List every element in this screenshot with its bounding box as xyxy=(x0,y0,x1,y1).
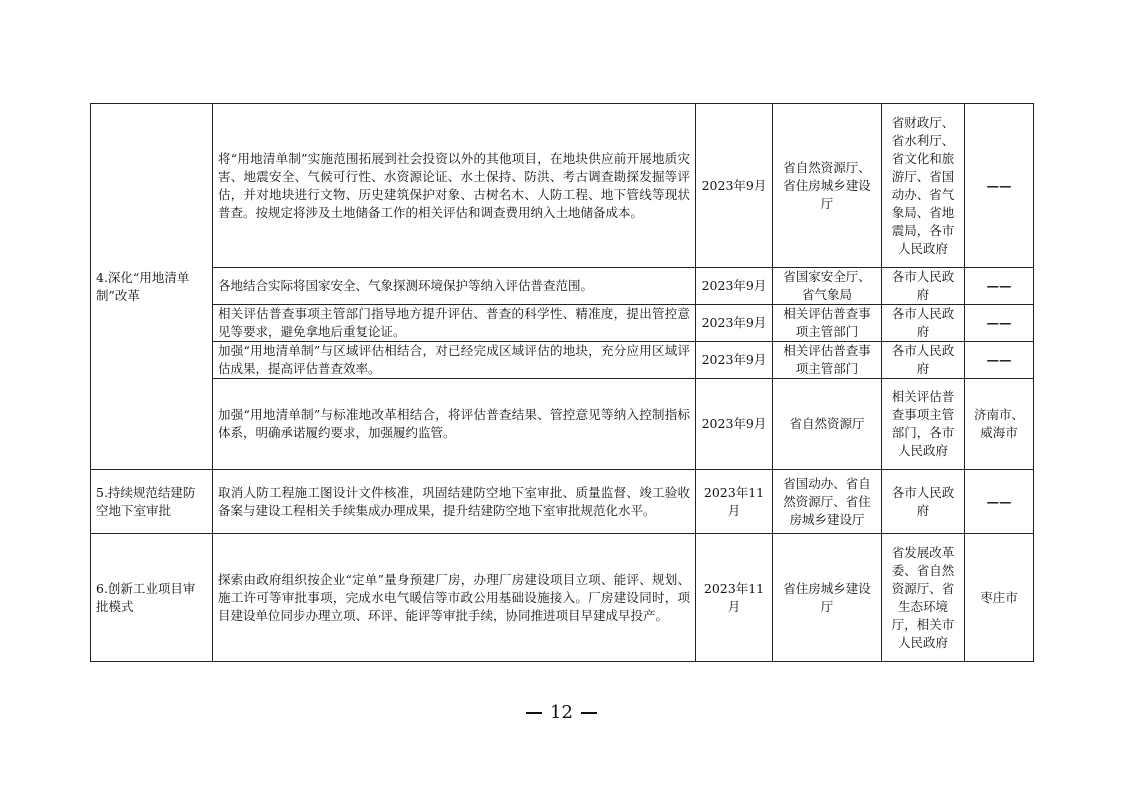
lead-unit-cell: 省住房城乡建设厅 xyxy=(773,534,882,662)
pilot-cell: —— xyxy=(965,104,1034,268)
coop-unit-cell: 各市人民政府 xyxy=(882,470,965,534)
lead-unit-cell: 省自然资源厅、省住房城乡建设厅 xyxy=(773,104,882,268)
coop-unit-cell: 省财政厅、省水利厅、省文化和旅游厅、省国动办、省气象局、省地震局，各市人民政府 xyxy=(882,104,965,268)
time-cell: 2023年9月 xyxy=(696,268,773,305)
content-cell: 加强“用地清单制”与标准地改革相结合，将评估普查结果、管控意见等纳入控制指标体系，明确承诺履约要求，加强履约监管。 xyxy=(213,379,696,470)
policy-table xyxy=(90,103,1034,662)
content-cell: 各地结合实际将国家安全、气象探测环境保护等纳入评估普查范围。 xyxy=(213,268,696,305)
footer-dash-right xyxy=(581,712,597,714)
coop-unit-cell: 各市人民政府 xyxy=(882,268,965,305)
time-cell: 2023年9月 xyxy=(696,379,773,470)
page-number: 12 xyxy=(550,702,573,723)
item-cell: 5.持续规范结建防空地下室审批 xyxy=(91,470,213,534)
coop-unit-cell: 省发展改革委、省自然资源厅、省生态环境厅，相关市人民政府 xyxy=(882,534,965,662)
content-cell: 加强“用地清单制”与区域评估相结合，对已经完成区域评估的地块，充分应用区域评估成果，提高评估普查效率。 xyxy=(213,342,696,379)
footer-dash-left xyxy=(526,712,542,714)
table-row xyxy=(91,534,1034,662)
item-cell: 6.创新工业项目审批模式 xyxy=(91,534,213,662)
pilot-cell: —— xyxy=(965,305,1034,342)
item-cell: 4.深化“用地清单制”改革 xyxy=(91,104,213,470)
pilot-cell: 枣庄市 xyxy=(965,534,1034,662)
time-cell: 2023年9月 xyxy=(696,104,773,268)
content-cell: 取消人防工程施工图设计文件核准，巩固结建防空地下室审批、质量监督、竣工验收备案与建设工程相关手续集成办理成果，提升结建防空地下室审批规范化水平。 xyxy=(213,470,696,534)
coop-unit-cell: 各市人民政府 xyxy=(882,342,965,379)
pilot-cell: 济南市、威海市 xyxy=(965,379,1034,470)
time-cell: 2023年9月 xyxy=(696,342,773,379)
content-cell: 相关评估普查事项主管部门指导地方提升评估、普查的科学性、精准度，提出管控意见等要求，避免拿地后重复论证。 xyxy=(213,305,696,342)
table-row xyxy=(91,305,1034,342)
pilot-cell: —— xyxy=(965,470,1034,534)
table-row xyxy=(91,470,1034,534)
table-row xyxy=(91,268,1034,305)
page-footer xyxy=(0,702,1123,723)
lead-unit-cell: 省国家安全厅、省气象局 xyxy=(773,268,882,305)
content-cell: 探索由政府组织按企业“定单”量身预建厂房，办理厂房建设项目立项、能评、规划、施工许可等审批事项，完成水电气暖信等市政公用基础设施接入。厂房建设同时，项目建设单位同步办理立项、环评、能评等审批手续，协同推进项目早建成早投产。 xyxy=(213,534,696,662)
time-cell: 2023年11月 xyxy=(696,470,773,534)
lead-unit-cell: 相关评估普查事项主管部门 xyxy=(773,305,882,342)
content-cell: 将“用地清单制”实施范围拓展到社会投资以外的其他项目，在地块供应前开展地质灾害、地震安全、气候可行性、水资源论证、水土保持、防洪、考古调查勘探发掘等评估，并对地块进行文物、历史建筑保护对象、古树名木、人防工程、地下管线等现状普查。按规定将涉及土地储备工作的相关评估和调查费用纳入土地储备成本。 xyxy=(213,104,696,268)
pilot-cell: —— xyxy=(965,268,1034,305)
lead-unit-cell: 相关评估普查事项主管部门 xyxy=(773,342,882,379)
coop-unit-cell: 各市人民政府 xyxy=(882,305,965,342)
time-cell: 2023年9月 xyxy=(696,305,773,342)
pilot-cell: —— xyxy=(965,342,1034,379)
table-row xyxy=(91,104,1034,268)
coop-unit-cell: 相关评估普查事项主管部门，各市人民政府 xyxy=(882,379,965,470)
table-row xyxy=(91,342,1034,379)
table-row xyxy=(91,379,1034,470)
time-cell: 2023年11月 xyxy=(696,534,773,662)
lead-unit-cell: 省自然资源厅 xyxy=(773,379,882,470)
lead-unit-cell: 省国动办、省自然资源厅、省住房城乡建设厅 xyxy=(773,470,882,534)
